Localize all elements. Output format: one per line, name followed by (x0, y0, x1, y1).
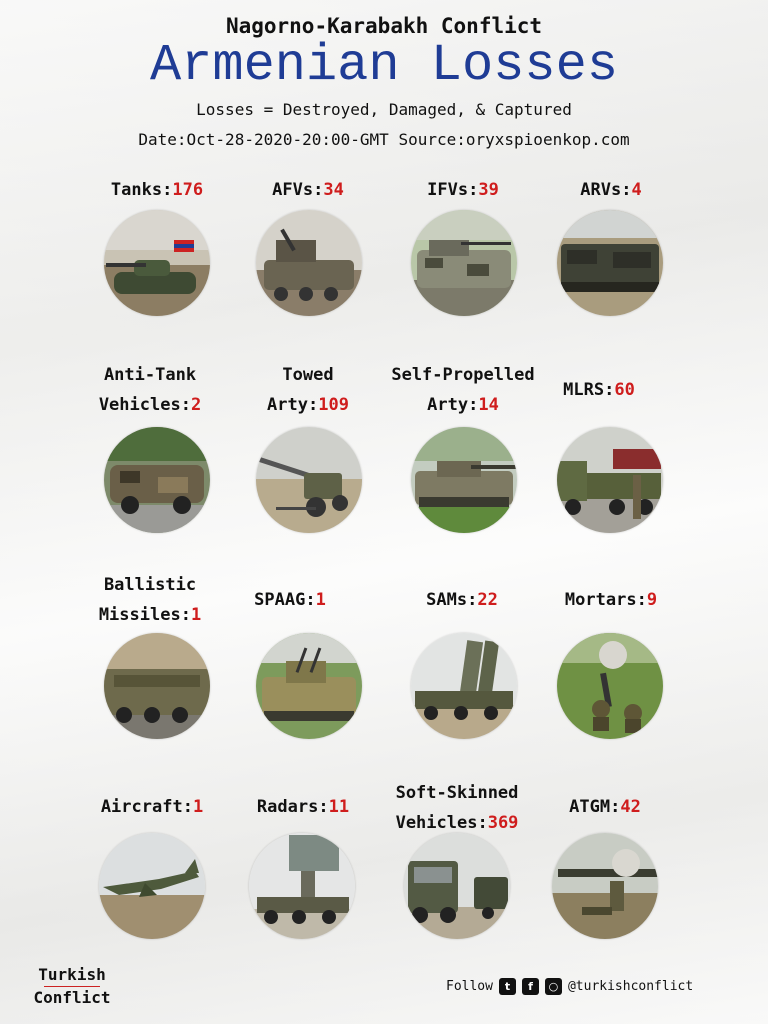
ballistic-missile-image (104, 633, 210, 739)
mortar-image (557, 633, 663, 739)
label-afvs: AFVs:34 (272, 180, 344, 200)
label-ifvs: IFVs:39 (427, 180, 499, 200)
ifv-image (411, 210, 517, 316)
sam-image (411, 633, 517, 739)
page-title: Armenian Losses (149, 36, 619, 95)
label-self-propelled-arty: Self-Propelled Arty:14 (391, 365, 535, 415)
label-tanks: Tanks:176 (110, 180, 204, 200)
radar-image (249, 833, 355, 939)
atgm-image (552, 833, 658, 939)
aircraft-image (99, 833, 205, 939)
label-mlrs: MLRS:60 (563, 380, 635, 400)
label-spaag: SPAAG:1 (254, 590, 326, 610)
follow-label: Follow (446, 979, 493, 994)
label-soft-skinned-vehicles: Soft-Skinned Vehicles:369 (395, 783, 519, 833)
losses-definition: Losses = Destroyed, Damaged, & Captured (196, 100, 572, 119)
tank-image (104, 210, 210, 316)
towed-arty-image (256, 427, 362, 533)
twitter-icon[interactable]: t (499, 978, 516, 995)
logo-line1: Turkish (38, 965, 106, 984)
arv-image (557, 210, 663, 316)
label-atgm: ATGM:42 (569, 797, 641, 817)
page-subtitle: Nagorno-Karabakh Conflict (225, 14, 543, 38)
soft-skinned-vehicle-image (404, 833, 510, 939)
label-mortars: Mortars:9 (564, 590, 658, 610)
anti-tank-vehicle-image (104, 427, 210, 533)
turkish-conflict-logo (22, 964, 122, 1009)
facebook-icon[interactable]: f (522, 978, 539, 995)
mlrs-image (557, 427, 663, 533)
label-arvs: ARVs:4 (580, 180, 642, 200)
label-anti-tank-vehicles: Anti-Tank Vehicles:2 (98, 365, 202, 415)
social-follow-bar (446, 978, 693, 995)
logo-line2: Conflict (33, 988, 111, 1007)
afv-image (256, 210, 362, 316)
label-radars: Radars:11 (256, 797, 350, 817)
date-source-line: Date:Oct-28-2020-20:00-GMT Source:oryxspioenkop.com (138, 130, 630, 149)
spaag-image (256, 633, 362, 739)
label-sams: SAMs:22 (426, 590, 498, 610)
self-propelled-arty-image (411, 427, 517, 533)
label-towed-arty: Towed Arty:109 (267, 365, 349, 415)
label-ballistic-missiles: Ballistic Missiles:1 (98, 575, 202, 625)
social-handle[interactable]: @turkishconflict (567, 979, 694, 994)
label-aircraft: Aircraft:1 (100, 797, 204, 817)
instagram-icon[interactable]: ○ (545, 978, 562, 995)
